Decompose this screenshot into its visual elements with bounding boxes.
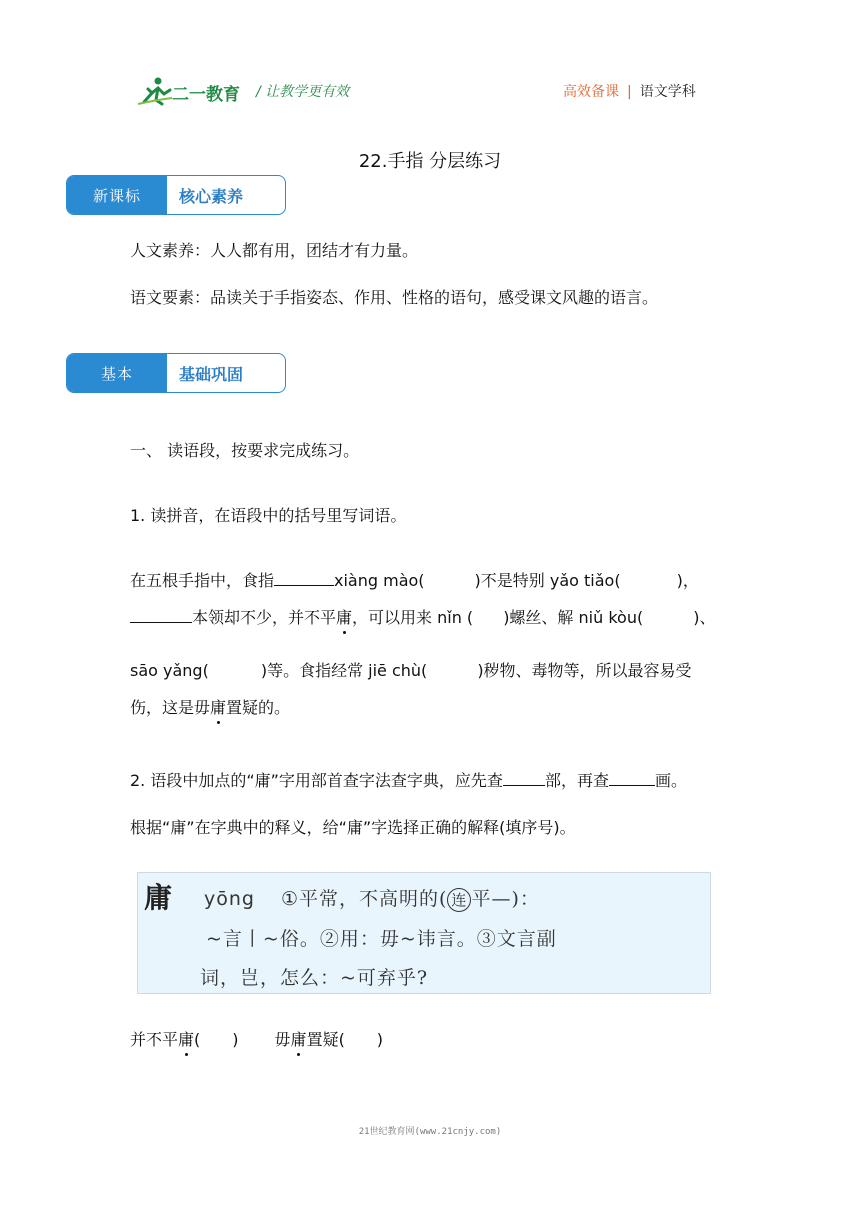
section-tag-basic-left: 基本 — [67, 354, 167, 392]
circled-char: 连 — [447, 888, 471, 912]
passage-text: sāo yǎng( — [130, 661, 209, 680]
page-footer: 21世纪教育网(www.21cnjy.com) — [358, 1127, 502, 1137]
q1-heading: 一、 读语段，按要求完成练习。 — [130, 441, 360, 460]
passage-text: 本领却不少，并不平 — [192, 608, 337, 627]
section-tag-basic-right: 基础巩固 — [179, 364, 244, 384]
sub2-text: 2. 语段中加点的“庸”字用部首查字法查字典，应先查 — [130, 771, 503, 790]
passage-text: xiàng mào( — [334, 571, 425, 590]
dictionary-def: ①平常，不高明的( — [280, 888, 448, 910]
passage-text: )等。食指经常 jiē chù( — [260, 661, 428, 680]
dictionary-line-3: 词，岂，怎么：~可弃乎? — [200, 967, 429, 989]
passage-text: ，可以用来 nǐn ( — [352, 608, 474, 627]
header-tag-prep: 高效备课 — [563, 84, 619, 100]
answer-text: 并不平 — [130, 1030, 179, 1049]
section-tag-core-left: 新课标 — [67, 176, 167, 214]
logo-text: 二一教育 — [172, 85, 240, 105]
sub2-text: 部，再查 — [544, 771, 609, 790]
q1-sub2-line2: 根据“庸”在字典中的释义，给“庸”字选择正确的解释(填序号)。 — [130, 818, 576, 837]
header-separator: | — [627, 84, 632, 100]
answer-blank-strokes[interactable] — [609, 771, 655, 786]
answer-blank[interactable] — [274, 571, 334, 586]
core-language: 语文要素：品读关于手指姿态、作用、性格的语句，感受课文风趣的语言。 — [130, 288, 659, 307]
header-slogan: / 让教学更有效 — [256, 84, 350, 100]
core-humanities: 人文素养：人人都有用，团结才有力量。 — [130, 241, 419, 260]
passage-text: )螺丝、解 niǔ kòu( — [503, 608, 644, 627]
header-tag-subject: 语文学科 — [639, 84, 696, 100]
section-tag-core — [66, 175, 286, 215]
dotted-char: 庸 — [178, 1027, 194, 1050]
sub2-text: 画。 — [654, 771, 687, 790]
header-right — [563, 81, 696, 101]
section-tag-core-right: 核心素养 — [179, 186, 244, 206]
section-tag-basic — [66, 353, 286, 393]
q1-sub2 — [130, 768, 687, 791]
passage-text: 在五根手指中，食指 — [130, 571, 275, 590]
answer-text: 毋 — [274, 1030, 291, 1049]
answer-blank-radical[interactable] — [503, 771, 545, 786]
passage-line-4 — [130, 695, 290, 718]
dotted-char: 庸 — [291, 1027, 307, 1050]
dictionary-pinyin: yōng — [204, 888, 255, 910]
passage-text: 伤，这是毋 — [130, 698, 211, 717]
answer-blank[interactable] — [130, 608, 192, 623]
dictionary-line-1 — [204, 884, 540, 912]
passage-line-2 — [130, 605, 715, 628]
passage-text: 置疑的。 — [226, 698, 291, 717]
passage-text: )秽物、毒物等，所以最容易受 — [477, 661, 692, 680]
passage-line-3 — [130, 658, 692, 681]
dotted-char: 庸 — [210, 695, 226, 718]
answer-line — [130, 1027, 383, 1050]
dictionary-char: 庸 — [144, 881, 173, 914]
passage-text: )、 — [693, 608, 716, 627]
passage-text: )， — [676, 571, 699, 590]
dictionary-line-2: ~言丨~俗。②用：毋~讳言。③文言副 — [206, 928, 557, 950]
passage-line-1 — [130, 568, 699, 591]
dotted-char: 庸 — [336, 605, 352, 628]
page-title: 22.手指 分层练习 — [358, 151, 502, 172]
answer-choice-2[interactable]: 置疑( ) — [306, 1030, 384, 1049]
answer-choice-1[interactable]: ( ) — [194, 1030, 239, 1049]
q1-sub1: 1. 读拼音，在语段中的括号里写词语。 — [130, 506, 407, 525]
passage-text: )不是特别 yǎo tiǎo( — [474, 571, 621, 590]
dictionary-def: 平—)： — [471, 888, 540, 910]
